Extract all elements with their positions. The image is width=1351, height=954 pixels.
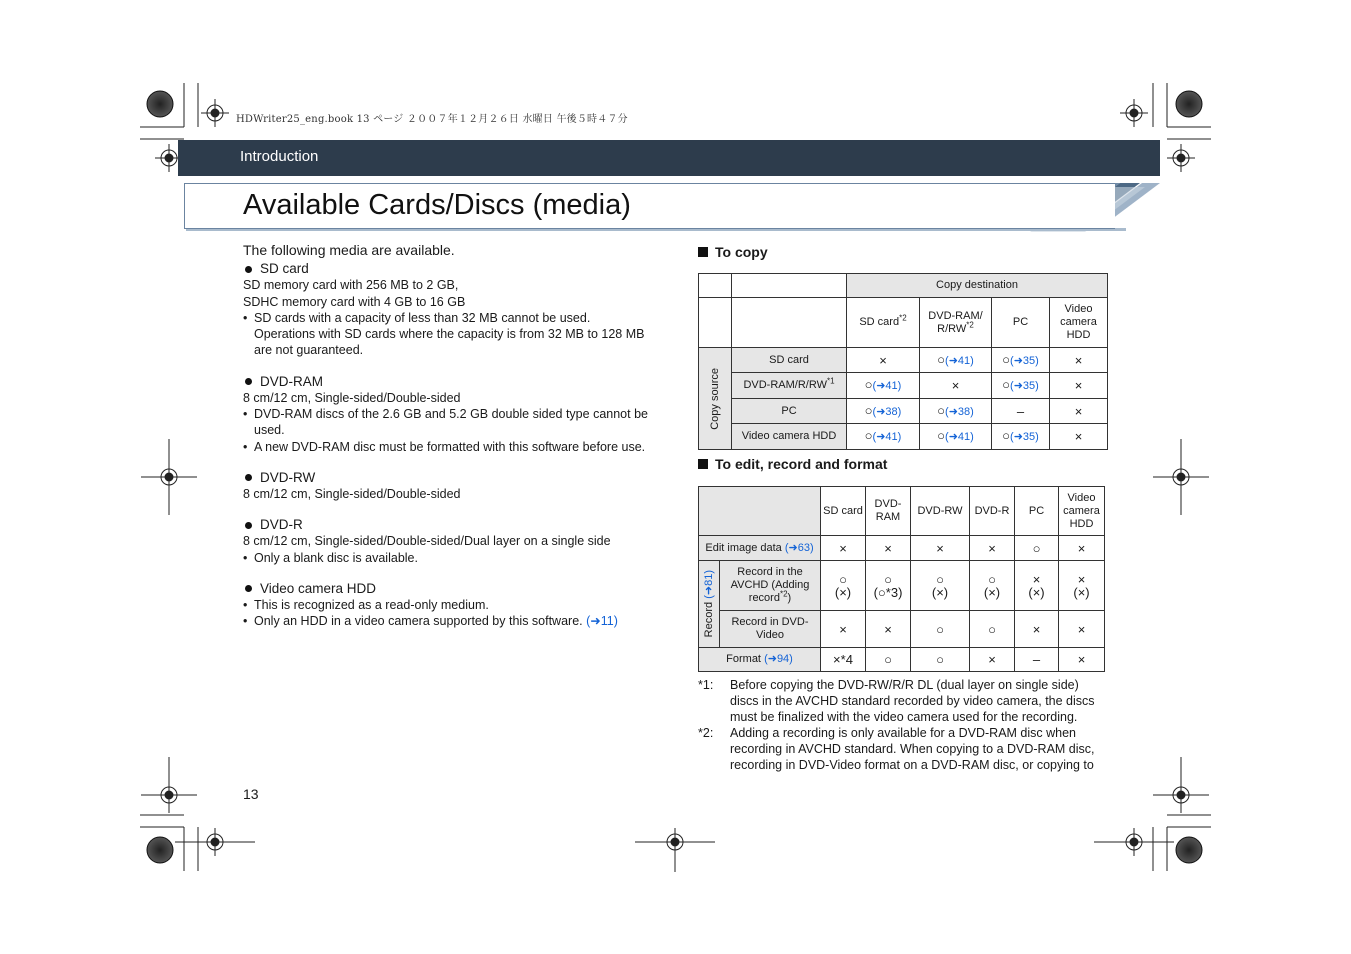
page-ref-link[interactable]: (➜35) [1010, 431, 1039, 443]
media-spec: 8 cm/12 cm, Single-sided/Double-sided/Dual layer on a single side [243, 534, 611, 549]
column-header: SD card$^{*2}$ [847, 298, 920, 348]
page-ref-link[interactable]: (➜35) [1010, 354, 1039, 367]
table-cell: × [1050, 399, 1108, 424]
blank-cell [732, 298, 847, 348]
table-cell: × [866, 611, 911, 648]
footnote [698, 677, 1108, 725]
table-cell: – [1015, 648, 1059, 672]
column-header: SD card [821, 487, 866, 536]
table-cell: ○(➜38) [847, 399, 920, 424]
media-sd-card [243, 260, 653, 358]
table-cell: × [1050, 424, 1108, 450]
edit-heading [698, 456, 887, 472]
table-cell: × [920, 373, 992, 399]
bullet-dot [245, 378, 252, 385]
page-ref-link[interactable]: (➜41) [945, 431, 974, 443]
table-cell: ○ (○*3) [866, 561, 911, 611]
edit-heading-text: To edit, record and format [715, 456, 888, 472]
column-header: PC [1015, 487, 1059, 536]
intro-text: The following media are available. [243, 242, 455, 258]
table-cell: × [970, 536, 1015, 561]
square-bullet-icon [698, 247, 708, 257]
page-ref-link[interactable]: (➜38) [945, 405, 974, 418]
media-name: DVD-RW [260, 469, 316, 485]
row-header: SD card [732, 348, 847, 373]
table-cell: × [1050, 348, 1108, 373]
table-cell: ○ [911, 648, 970, 672]
section-band [178, 140, 1160, 176]
table-cell: × [970, 648, 1015, 672]
title-box [184, 183, 1115, 229]
footnote-mark: *1: [698, 678, 714, 692]
table-cell: ○(➜41) [920, 348, 992, 373]
row-header: Record in DVD-Video [720, 611, 821, 648]
table-cell: ×*4 [821, 648, 866, 672]
page-ref-link[interactable]: (➜41) [872, 380, 902, 392]
table-cell: × [821, 536, 866, 561]
media-note: • This is recognized as a read-only medium. [243, 597, 653, 613]
page-title: Available Cards/Discs (media) [243, 189, 631, 221]
table-cell: × [1059, 611, 1105, 648]
page-ref-link[interactable]: (➜81) [702, 570, 715, 600]
media-spec: SD memory card with 256 MB to 2 GB, [243, 278, 459, 293]
blank-cell [699, 274, 732, 298]
column-header: Video camera HDD [1050, 298, 1108, 348]
row-header: Edit image data (➜63) [699, 536, 821, 561]
bullet-dot [245, 522, 252, 529]
record-header: Record (➜81) [699, 561, 720, 648]
copy-destination-header: Copy destination [847, 274, 1108, 298]
table-cell: ○ (×) [970, 561, 1015, 611]
media-spec: SDHC memory card with 4 GB to 16 GB [243, 294, 466, 309]
table-cell: ○ (×) [911, 561, 970, 611]
table-cell: × [866, 536, 911, 561]
bullet-dot [245, 474, 252, 481]
table-cell: × (×) [1015, 561, 1059, 611]
table-cell: – [992, 399, 1050, 424]
table-cell: ○(➜35) [992, 373, 1050, 399]
page-ref-link[interactable]: (➜63) [784, 541, 814, 554]
footnote-mark: *2: [698, 726, 714, 740]
media-name: SD card [260, 261, 309, 277]
footnote-text: Before copying the DVD-RW/R/R DL (dual layer on single side) discs in the AVCHD standard recorded by video camera, the discs must be finalized with the video camera used for the recording. [730, 678, 1095, 724]
column-header: DVD-RW [911, 487, 970, 536]
row-header: Record in the AVCHD (Adding record$^{*2}$) [720, 561, 821, 611]
page-ref-link[interactable]: (➜94) [764, 653, 793, 665]
table-cell: ○(➜38) [920, 399, 992, 424]
copy-heading-text: To copy [715, 244, 768, 260]
footnotes [698, 677, 1108, 773]
page-ref-link[interactable]: (➜11) [586, 614, 618, 629]
table-cell: ○(➜41) [847, 424, 920, 450]
table-cell: ○(➜41) [920, 424, 992, 450]
media-spec: 8 cm/12 cm, Single-sided/Double-sided [243, 486, 461, 501]
page-ref-link[interactable]: (➜41) [872, 431, 902, 443]
media-list [243, 242, 653, 639]
printer-header: HDWriter25_eng.book 13 ページ ２００７年１２月２６日 水曜日 午後５時４７分 [236, 114, 628, 125]
table-cell: ○(➜41) [847, 373, 920, 399]
media-dvd-rw [243, 469, 653, 502]
media-dvd-ram [243, 373, 653, 455]
table-cell: ○ [970, 611, 1015, 648]
media-dvd-r [243, 516, 653, 566]
edit-table [698, 486, 1105, 672]
column-header: DVD-RAM [866, 487, 911, 536]
page-ref-link[interactable]: (➜41) [945, 354, 974, 367]
media-spec: 8 cm/12 cm, Single-sided/Double-sided [243, 390, 461, 405]
page-number: 13 [243, 786, 259, 802]
media-note: • SD cards with a capacity of less than 32 MB cannot be used. Operations with SD cards where the capacity is from 32 MB to 128 MB are not guaranteed. [243, 310, 653, 359]
square-bullet-icon [698, 459, 708, 469]
footnote-text: Adding a recording is only available for a DVD-RAM disc when recording in AVCHD standard. When copying to a DVD-RAM disc, recording in DVD-Video format on a DVD-RAM disc, or copying to [730, 726, 1095, 772]
footnote [698, 725, 1108, 773]
table-cell: ○(➜35) [992, 348, 1050, 373]
media-note: • A new DVD-RAM disc must be formatted with this software before use. [243, 439, 653, 455]
column-header: Video camera HDD [1059, 487, 1105, 536]
media-name: Video camera HDD [260, 580, 377, 596]
column-header: PC [992, 298, 1050, 348]
row-header: Format (➜94) [699, 648, 821, 672]
table-cell: × (×) [1059, 561, 1105, 611]
column-header: DVD-RAM/ R/RW$^{*2}$ [920, 298, 992, 348]
table-cell: × [1050, 373, 1108, 399]
row-header: DVD-RAM/R/RW$^{*1}$ [732, 373, 847, 399]
copy-heading [698, 244, 768, 260]
media-note: • DVD-RAM discs of the 2.6 GB and 5.2 GB double sided type cannot be used. [243, 406, 653, 439]
table-cell: × [1015, 611, 1059, 648]
media-note-text: Only an HDD in a video camera supported by this software. [254, 614, 587, 629]
row-header: Video camera HDD [732, 424, 847, 450]
copy-source-header: Copy source [699, 348, 732, 450]
blank-cell [699, 487, 821, 536]
media-note: • Only a blank disc is available. [243, 550, 653, 566]
blank-cell [699, 298, 732, 348]
page-ref-link[interactable]: (➜35) [1010, 380, 1039, 392]
column-header: DVD-R [970, 487, 1015, 536]
row-header: PC [732, 399, 847, 424]
media-note [243, 613, 653, 629]
table-cell: × [1059, 536, 1105, 561]
media-video-camera-hdd [243, 580, 653, 630]
table-cell: ○ [1015, 536, 1059, 561]
table-cell: ○ [911, 611, 970, 648]
table-cell: × [1059, 648, 1105, 672]
table-cell: × [847, 348, 920, 373]
table-cell: ○ (×) [821, 561, 866, 611]
table-cell: ○(➜35) [992, 424, 1050, 450]
page-ref-link[interactable]: (➜38) [872, 405, 902, 418]
bullet-dot [245, 266, 252, 273]
bullet-dot [245, 585, 252, 592]
media-name: DVD-R [260, 517, 303, 533]
table-cell: × [821, 611, 866, 648]
media-name: DVD-RAM [260, 373, 323, 389]
table-cell: ○ [866, 648, 911, 672]
section-label: Introduction [240, 148, 319, 165]
copy-table [698, 273, 1108, 450]
blank-cell [732, 274, 847, 298]
table-cell: × [911, 536, 970, 561]
